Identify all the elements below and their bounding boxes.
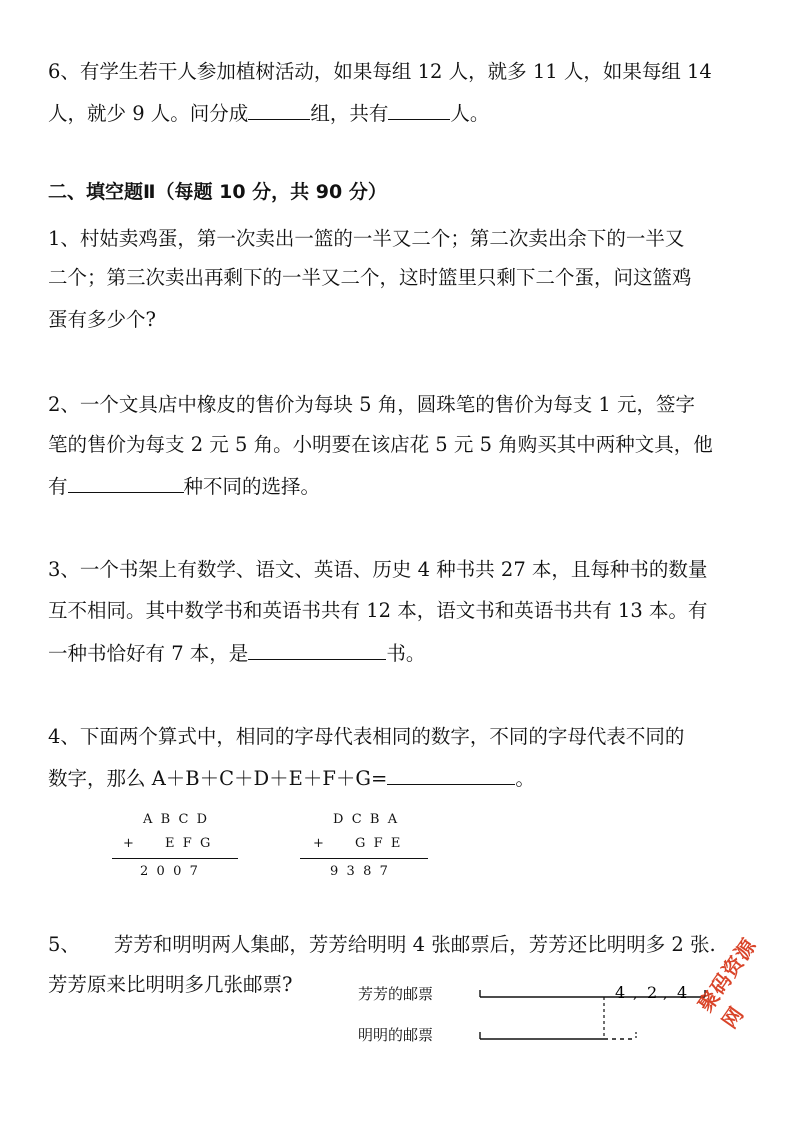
- q5-line1-text: 芳芳和明明两人集邮，芳芳给明明 4 张邮票后，芳芳还比明明多 2 张.: [113, 933, 716, 956]
- segment-comma-1: ,: [633, 986, 638, 1002]
- q6-blank-groups[interactable]: [248, 99, 310, 120]
- q2-line2: 笔的售价为每支 2 元 5 角。小明要在该店花 5 元 5 角购买其中两种文具，他: [48, 433, 713, 456]
- q1-line1: 1、村姑卖鸡蛋，第一次卖出一篮的一半又二个；第二次卖出余下的一半又: [48, 227, 685, 250]
- q6-line1: 6、有学生若干人参加植树活动，如果每组 12 人，就多 11 人，如果每组 14: [48, 60, 712, 83]
- arith-right-rule: [300, 858, 428, 859]
- arith-left-rule: [112, 858, 238, 859]
- diagram-label-mingming: 明明的邮票: [358, 1026, 434, 1044]
- arith-left-plus: +: [123, 836, 134, 851]
- q6-line2: [48, 99, 758, 127]
- watermark-logo: 聚码资源网: [693, 933, 762, 1033]
- q2-line3: [48, 472, 758, 500]
- arith-right-top: D C B A: [333, 812, 398, 827]
- q1-line3: 蛋有多少个?: [48, 308, 156, 331]
- q1-line2: 二个；第三次卖出再剩下的一半又二个，这时篮里只剩下二个蛋，问这篮鸡: [48, 266, 692, 289]
- q5-number: 5、: [48, 933, 80, 956]
- stamp-segment-diagram: [470, 975, 720, 1050]
- arith-right: [300, 810, 432, 882]
- q2-blank[interactable]: [68, 472, 184, 493]
- segment-label-2: 2: [647, 983, 658, 1002]
- q6-line2-b: 组，共有: [310, 102, 389, 125]
- q3-blank[interactable]: [248, 639, 386, 660]
- q5-line1: [48, 932, 758, 958]
- q6-line2-a: 人，就少 9 人。问分成: [48, 102, 249, 125]
- diagram-label-fangfang: 芳芳的邮票: [358, 985, 434, 1003]
- q3-line3: [48, 639, 758, 667]
- section-heading: 二、填空题Ⅱ（每题 10 分，共 90 分）: [48, 181, 387, 203]
- q2-line3-b: 种不同的选择。: [183, 475, 321, 498]
- arith-left-bottom: E F G: [165, 836, 211, 851]
- arith-right-plus: +: [313, 836, 324, 851]
- arith-left-top: A B C D: [143, 812, 208, 827]
- segment-label-3: 4: [677, 983, 688, 1002]
- arith-right-bottom: G F E: [355, 836, 401, 851]
- segment-label-1: 4: [615, 983, 626, 1002]
- q4-line2: [48, 764, 758, 792]
- q6-blank-people[interactable]: [388, 99, 450, 120]
- q4-line2-a: 数字，那么 A＋B＋C＋D＋E＋F＋G=: [48, 767, 388, 790]
- q2-line1: 2、一个文具店中橡皮的售价为每块 5 角，圆珠笔的售价为每支 1 元，签字: [48, 393, 696, 416]
- segment-comma-2: ,: [663, 986, 668, 1002]
- q3-line3-b: 书。: [386, 642, 426, 665]
- q3-line3-a: 一种书恰好有 7 本，是: [48, 642, 249, 665]
- q2-line3-a: 有: [48, 475, 68, 498]
- arith-right-result: 9 3 8 7: [330, 864, 388, 879]
- q3-line2: 互不相同。其中数学书和英语书共有 12 本，语文书和英语书共有 13 本。有: [48, 599, 708, 622]
- arith-left: [110, 810, 242, 882]
- arith-left-result: 2 0 0 7: [140, 864, 198, 879]
- q4-line2-b: 。: [515, 767, 535, 790]
- q6-line2-c: 人。: [450, 102, 490, 125]
- q3-line1: 3、一个书架上有数学、语文、英语、历史 4 种书共 27 本，且每种书的数量: [48, 558, 708, 581]
- q4-line1: 4、下面两个算式中，相同的字母代表相同的数字，不同的字母代表不同的: [48, 725, 685, 748]
- q5-line2: 芳芳原来比明明多几张邮票?: [48, 973, 293, 996]
- q4-blank[interactable]: [387, 764, 515, 785]
